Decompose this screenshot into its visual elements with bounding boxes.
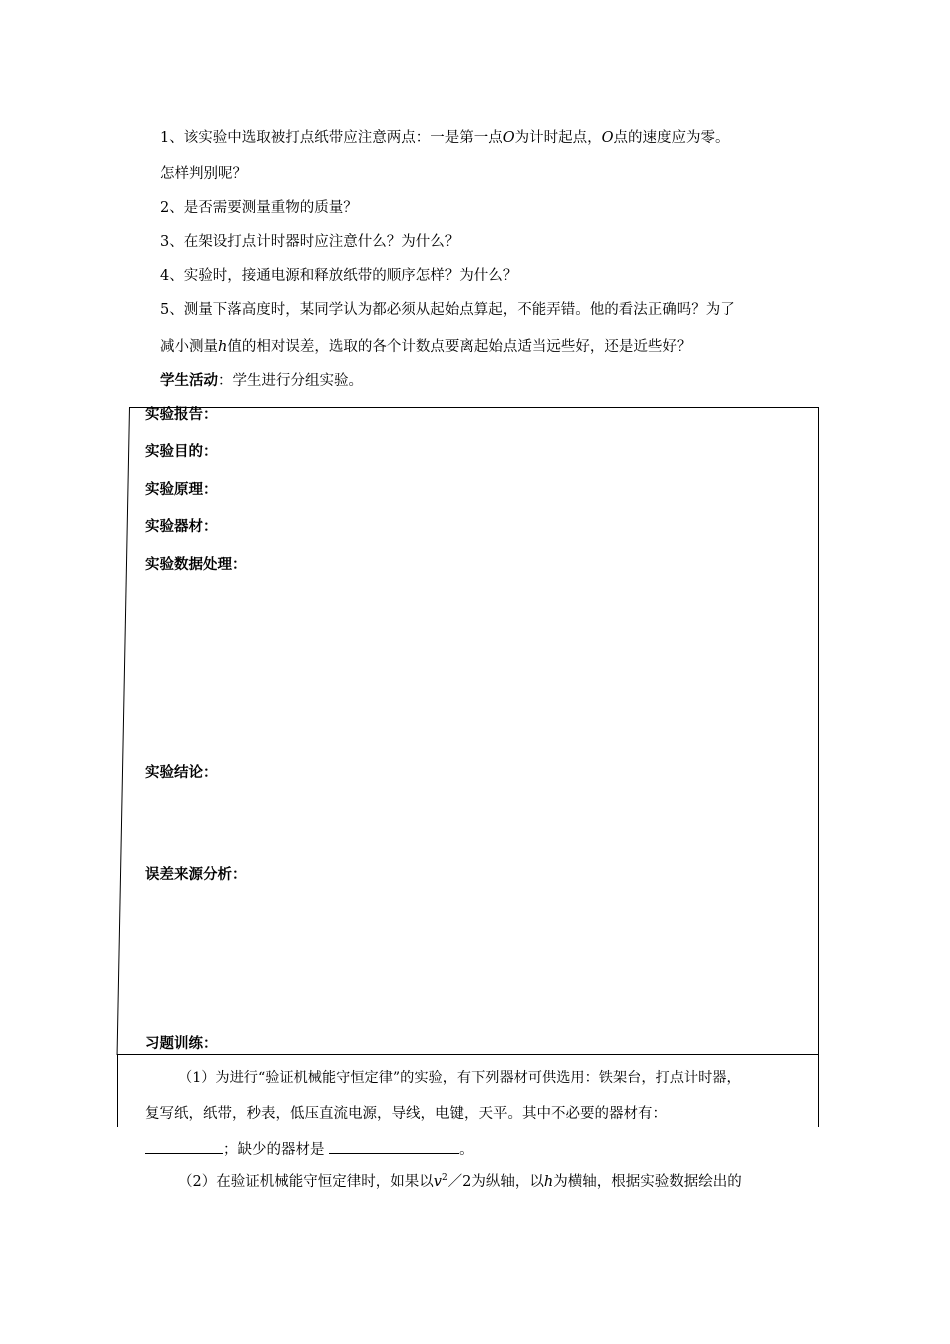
- question-5-prefix: 减小测量: [160, 339, 218, 355]
- report-box-right-border: [818, 407, 819, 1127]
- exercise-1-end: 。: [459, 1142, 474, 1158]
- question-1-line-1: [160, 128, 730, 148]
- question-1-prefix: 1、该实验中选取被打点纸带应注意两点：一是第一点: [160, 130, 503, 146]
- report-equipment: 实验器材：: [145, 519, 218, 535]
- question-5-line-1: 5、测量下落高度时，某同学认为都必须从起始点算起，不能弄错。他的看法正确吗？为了: [160, 302, 735, 318]
- question-1-suffix: 点的速度应为零。: [613, 130, 730, 146]
- exercise-2-line-1: [178, 1172, 742, 1192]
- report-box-divider: [117, 1054, 819, 1055]
- exercise-2-suffix: 为横轴，根据实验数据绘出的: [553, 1174, 742, 1190]
- exercise-1-line-3: [145, 1139, 474, 1160]
- report-title: 实验报告：: [145, 407, 218, 423]
- answer-blank-missing[interactable]: [329, 1139, 459, 1154]
- answer-blank-unnecessary[interactable]: [145, 1139, 223, 1154]
- report-data-processing: 实验数据处理：: [145, 557, 247, 573]
- report-error-analysis: 误差来源分析：: [145, 867, 247, 883]
- report-box-left-border: [117, 407, 130, 1055]
- question-4: 4、实验时，接通电源和释放纸带的顺序怎样？为什么？: [160, 268, 518, 284]
- variable-h: h: [218, 339, 228, 355]
- variable-o: O: [601, 130, 614, 146]
- exercise-box-left-border: [117, 1054, 118, 1127]
- question-2: 2、是否需要测量重物的质量？: [160, 200, 358, 216]
- superscript-2: 2: [441, 1173, 448, 1184]
- exercise-2-prefix: （2）在验证机械能守恒定律时，如果以: [178, 1174, 434, 1190]
- report-purpose: 实验目的：: [145, 444, 218, 460]
- question-1-line-2: 怎样判别呢？: [160, 166, 247, 182]
- variable-v: v: [433, 1174, 442, 1190]
- variable-o: O: [502, 130, 515, 146]
- question-3: 3、在架设打点计时器时应注意什么？为什么？: [160, 234, 460, 250]
- question-5-line-2: [160, 337, 691, 357]
- report-exercises: 习题训练：: [145, 1036, 218, 1052]
- variable-h: h: [543, 1174, 554, 1190]
- question-5-suffix: 值的相对误差，选取的各个计数点要离起始点适当远些好，还是近些好？: [227, 339, 692, 355]
- report-conclusion: 实验结论：: [145, 765, 218, 781]
- report-box-top-border: [129, 407, 819, 408]
- question-1-mid: 为计时起点，: [514, 130, 602, 146]
- exercise-1-line-2: 复写纸，纸带，秒表，低压直流电源，导线，电键，天平。其中不必要的器材有：: [145, 1106, 667, 1122]
- exercise-1-separator: ；缺少的器材是: [223, 1142, 325, 1158]
- exercise-1-line-1: （1）为进行“验证机械能守恒定律”的实验，有下列器材可供选用：铁架台，打点计时器，: [178, 1070, 741, 1086]
- student-activity: [160, 371, 363, 391]
- report-principle: 实验原理：: [145, 482, 218, 498]
- exercise-2-div: ／2为纵轴，以: [447, 1174, 544, 1190]
- student-activity-label: 学生活动: [160, 373, 218, 389]
- student-activity-text: ：学生进行分组实验。: [218, 373, 363, 389]
